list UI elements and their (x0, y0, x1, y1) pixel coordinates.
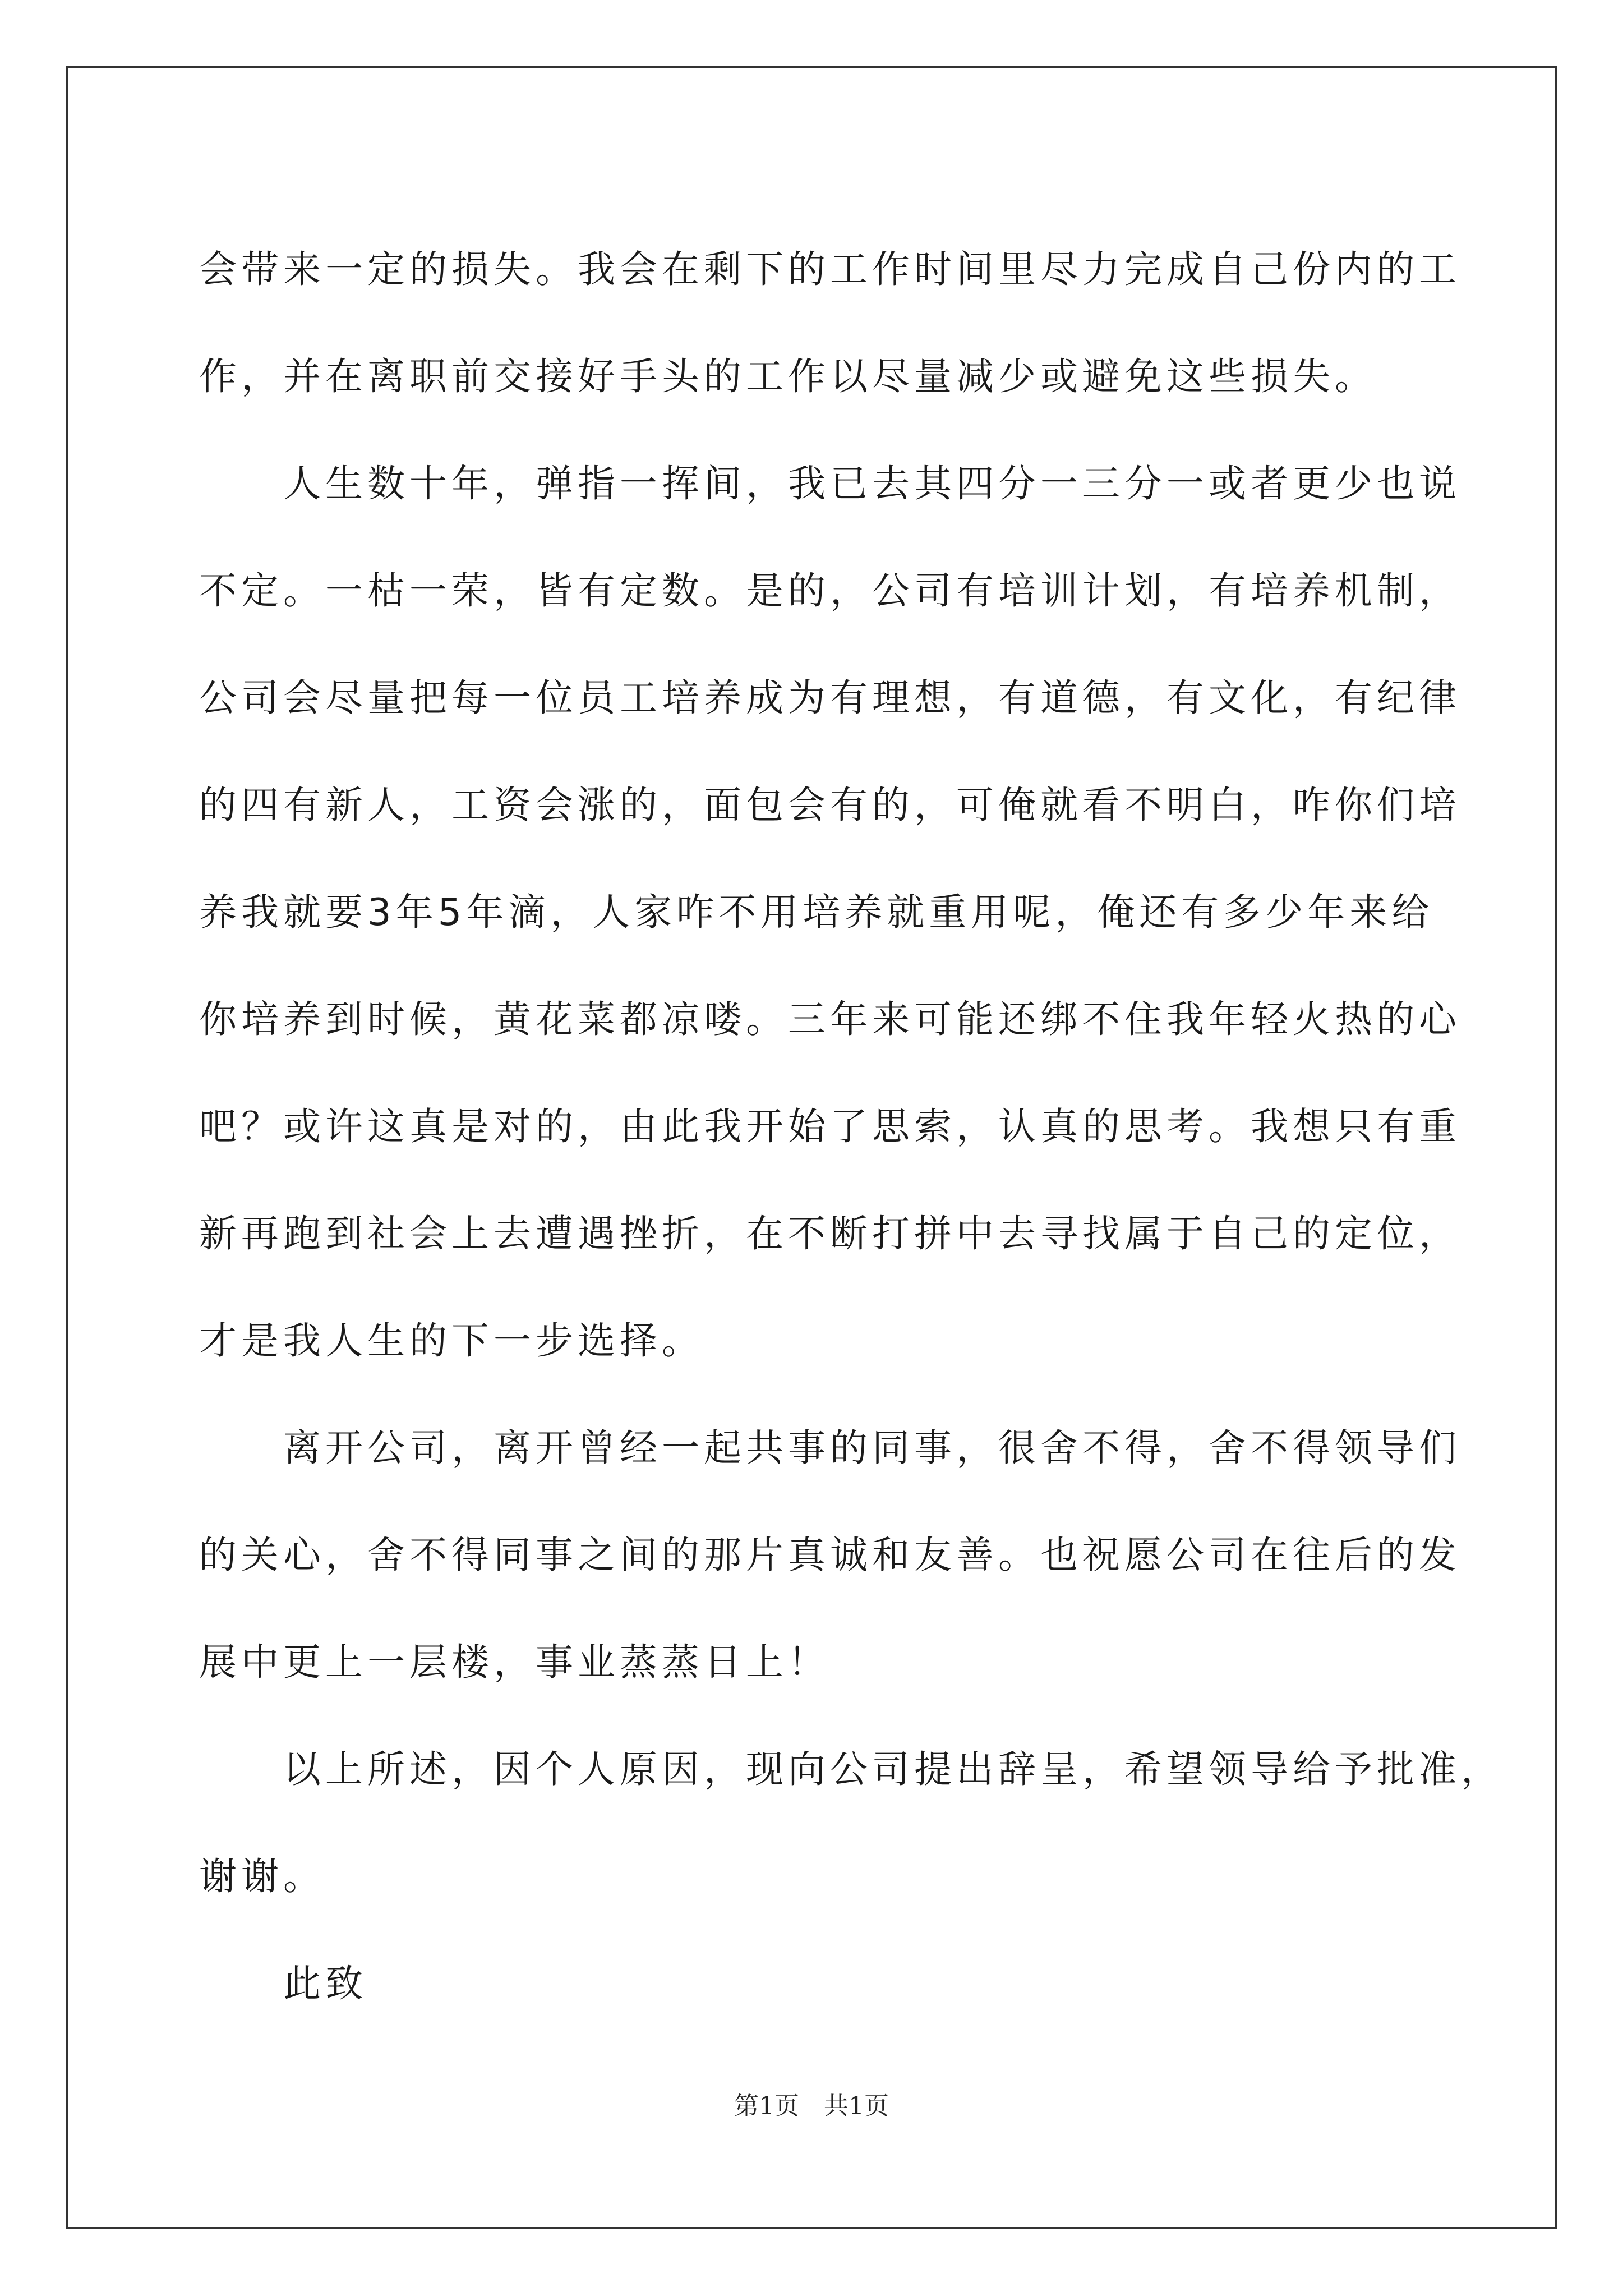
text-line: 新再跑到社会上去遭遇挫折，在不断打拼中去寻找属于自己的定位， (199, 1212, 1461, 1255)
text-line: 会带来一定的损失。我会在剩下的工作时间里尽力完成自己份内的工 (199, 247, 1461, 291)
text-line: 吧？或许这真是对的，由此我开始了思索，认真的思考。我想只有重 (199, 1105, 1461, 1148)
page-footer: 第1页 共1页 (734, 2092, 889, 2120)
text-line: 离开公司，离开曾经一起共事的同事，很舍不得，舍不得领导们 (283, 1426, 1461, 1470)
text-line: 作，并在离职前交接好手头的工作以尽量减少或避免这些损失。 (199, 355, 1377, 398)
text-line: 才是我人生的下一步选择。 (199, 1319, 704, 1363)
document-body (199, 216, 1503, 2037)
text-line: 养我就要3年5年滴，人家咋不用培养就重用呢，俺还有多少年来给 (199, 890, 1434, 934)
text-line: 谢谢。 (199, 1855, 325, 1898)
text-line: 人生数十年，弹指一挥间，我已去其四分一三分一或者更少也说 (283, 462, 1461, 505)
text-line: 的四有新人，工资会涨的，面包会有的，可俺就看不明白，咋你们培 (199, 783, 1461, 827)
text-line: 展中更上一层楼，事业蒸蒸日上！ (199, 1640, 830, 1684)
text-line: 不定。一枯一荣，皆有定数。是的，公司有培训计划，有培养机制， (199, 569, 1461, 613)
text-line: 此致 (283, 1962, 367, 2005)
text-line: 公司会尽量把每一位员工培养成为有理想，有道德，有文化，有纪律 (199, 676, 1461, 720)
text-line: 以上所述，因个人原因，现向公司提出辞呈，希望领导给予批准， (283, 1747, 1503, 1791)
text-line: 的关心，舍不得同事之间的那片真诚和友善。也祝愿公司在往后的发 (199, 1533, 1461, 1577)
text-line: 你培养到时候，黄花菜都凉喽。三年来可能还绑不住我年轻火热的心 (199, 997, 1461, 1041)
